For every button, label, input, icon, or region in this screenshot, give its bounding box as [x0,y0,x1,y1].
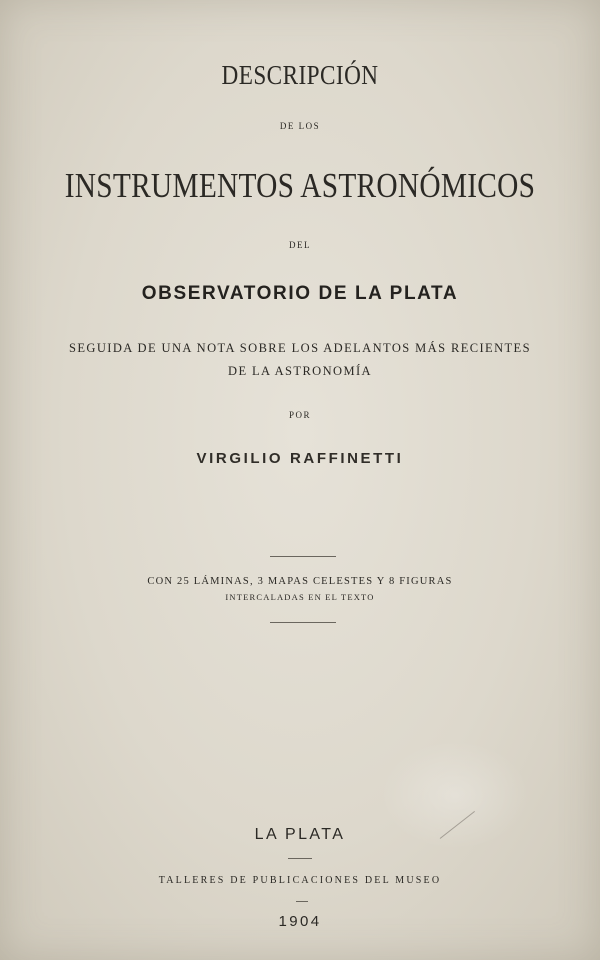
subtitle-line-1: SEGUIDA DE UNA NOTA SOBRE LOS ADELANTOS MÁS RECIENTES [69,341,531,355]
imprint-publisher: TALLERES DE PUBLICACIONES DEL MUSEO [158,875,442,886]
divider-rule [270,622,336,623]
contents-line-1: CON 25 LÁMINAS, 3 MAPAS CELESTES Y 8 FIGURAS [147,576,453,587]
title-observatorio: OBSERVATORIO DE LA PLATA [141,283,459,304]
subtitle-line-2: DE LA ASTRONOMÍA [228,364,372,378]
title-de-los: DE LOS [279,121,321,131]
contents-line-2: INTERCALADAS EN EL TEXTO [225,592,375,602]
title-descripcion: DESCRIPCIÓN [221,60,379,90]
divider-rule [288,858,312,859]
divider-rule [270,556,336,557]
byline-por: POR [288,410,311,420]
author-name: VIRGILIO RAFFINETTI [196,450,404,467]
divider-rule [296,901,308,902]
imprint-place: LA PLATA [254,826,346,843]
imprint-year: 1904 [278,913,322,930]
title-instrumentos: INSTRUMENTOS ASTRONÓMICOS [64,166,536,205]
title-del: DEL [289,240,311,250]
